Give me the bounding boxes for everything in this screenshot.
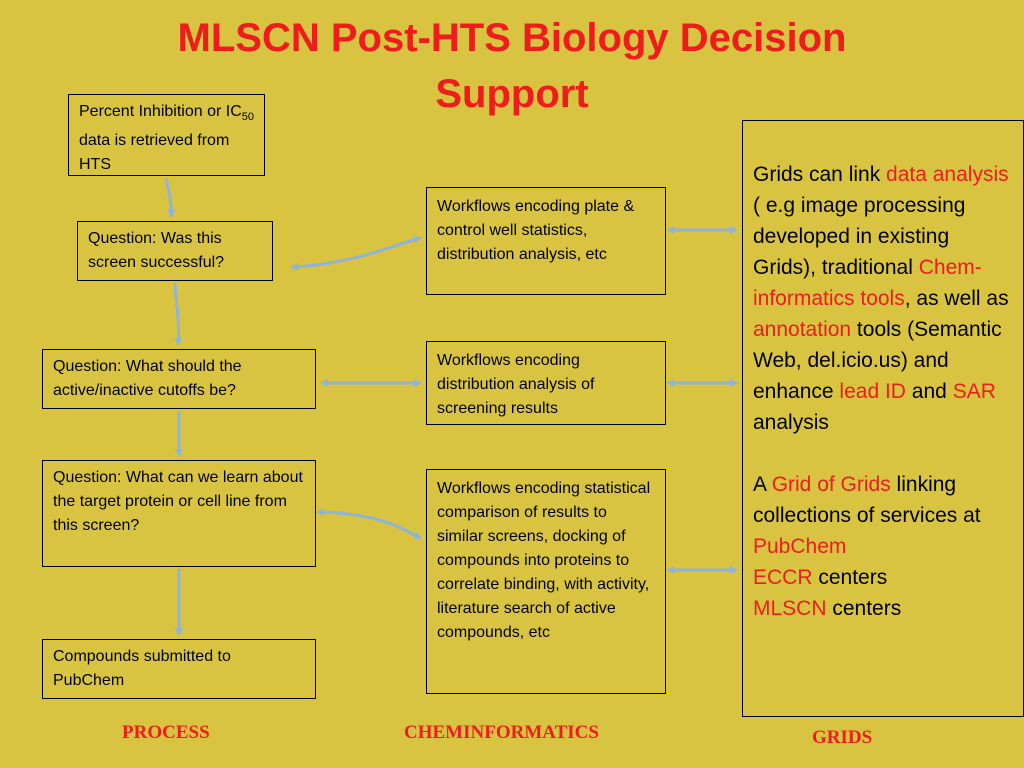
arrow-chem-3: [322, 512, 420, 538]
chem-box-statistical-comparison: Workflows encoding statistical comparison of results to similar screens, docking of compounds into proteins to correlate binding, with activity, literature search of active compounds, etc: [426, 469, 666, 694]
grids-line-mlscn: MLSCN centers: [753, 597, 902, 620]
process-box-hts-subscript: 50: [241, 111, 254, 124]
grids-paragraph-2: A Grid of Grids linking collections of services at: [753, 473, 981, 527]
label-process: PROCESS: [122, 722, 210, 743]
grids-line-pubchem: PubChem: [753, 535, 847, 558]
process-box-hts-text-post: data is retrieved from HTS: [79, 132, 230, 174]
arrow-process-1: [166, 178, 171, 216]
arrow-process-2: [175, 283, 179, 344]
grids-box: [742, 120, 1024, 717]
page-title-line1: MLSCN Post-HTS Biology Decision: [177, 16, 847, 60]
chem-box-plate-stats: Workflows encoding plate & control well statistics, distribution analysis, etc: [426, 187, 666, 295]
process-box-hts-data: [68, 94, 265, 176]
process-box-hts-text-pre: Percent Inhibition or IC: [79, 103, 242, 120]
grids-line-eccr: ECCR centers: [753, 566, 888, 589]
process-box-cutoffs: Question: What should the active/inactive cutoffs be?: [42, 349, 316, 409]
process-box-pubchem-submit: Compounds submitted to PubChem: [42, 639, 316, 699]
process-box-learn-target: Question: What can we learn about the target protein or cell line from this screen?: [42, 460, 316, 567]
label-grids: GRIDS: [812, 727, 873, 748]
page-title-line2: Support: [435, 72, 589, 116]
process-box-screen-successful: Question: Was this screen successful?: [77, 221, 273, 281]
arrow-chem-1: [296, 238, 420, 267]
label-cheminformatics: CHEMINFORMATICS: [404, 722, 599, 743]
grids-paragraph-1: Grids can link data analysis ( e.g image processing developed in existing Grids), traditional Chem-informatics tools, as well as annotation tools (Semantic Web, del.icio.us) and enhance lead ID and SAR analysis: [753, 163, 1009, 434]
chem-box-distribution: Workflows encoding distribution analysis of screening results: [426, 341, 666, 425]
